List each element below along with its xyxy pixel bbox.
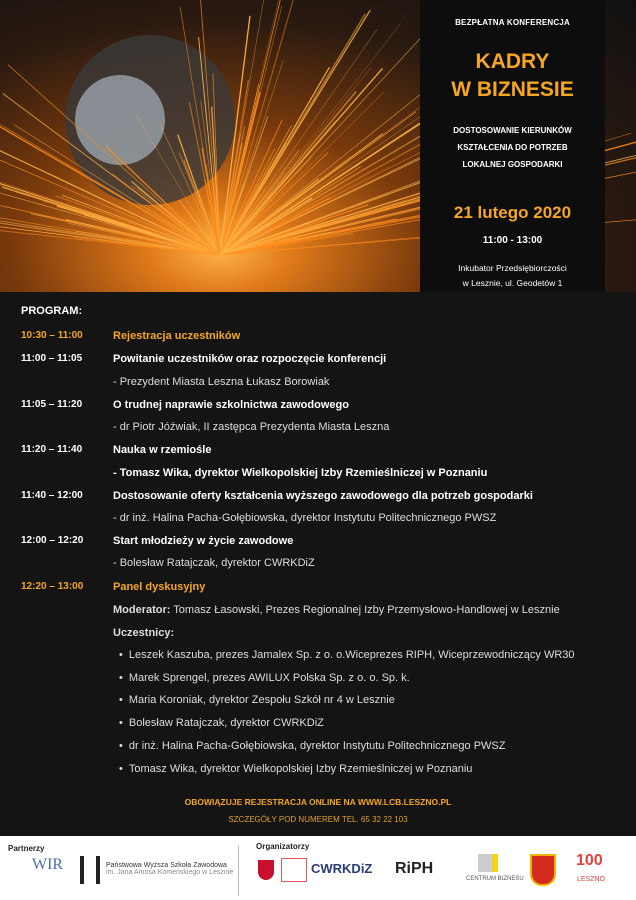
time: 12:20 – 13:00: [21, 581, 84, 592]
subtitle-line-1: DOSTOSOWANIE KIERUNKÓW: [453, 126, 572, 135]
pwsz-line-1: Państwowa Wyższa Szkoła Zawodowa: [106, 862, 227, 869]
divider: [238, 846, 239, 896]
conference-subtitle: [420, 122, 605, 173]
participant-item: [0, 712, 636, 734]
program-row: [0, 416, 636, 438]
partners-label: Partnerzy: [8, 844, 45, 853]
pwsz-logo-icon: [80, 856, 100, 884]
venue-line-1: Inkubator Przedsiębiorczości: [458, 263, 567, 273]
leszno-100-icon: 100: [576, 852, 603, 869]
program-row: [0, 371, 636, 393]
title-line-2: W BIZNESIE: [451, 78, 574, 101]
subtitle-line-3: LOKALNEJ GOSPODARKI: [462, 160, 563, 169]
speaker: - Bolesław Ratajczak, dyrektor CWRKDiZ: [113, 557, 315, 569]
venue-line-2: w Lesznie, ul. Geodetów 1: [462, 278, 563, 288]
participant-item: [0, 644, 636, 666]
time: 11:05 – 11:20: [21, 399, 83, 410]
lcb-logo: CENTRUM BIZNESU: [466, 876, 524, 882]
program-row: [0, 394, 636, 416]
contact-details: SZCZEGÓŁY POD NUMEREM TEL. 65 32 22 103: [228, 815, 408, 824]
participant-item: [0, 689, 636, 711]
conference-date: 21 lutego 2020: [453, 203, 572, 222]
session-title: Rejestracja uczestników: [113, 330, 241, 342]
venue: [420, 261, 605, 291]
participant-item: [0, 735, 636, 757]
conference-info-panel: [420, 0, 605, 292]
pwsz-line-2: im. Jana Amosa Komeńskiego w Lesznie: [106, 869, 234, 876]
participant-item: [0, 758, 636, 780]
participant: • Maria Koroniak, dyrektor Zespołu Szkół nr 4 w Lesznie: [119, 689, 395, 711]
moderator-label: Moderator:: [113, 604, 171, 616]
session-title: Dostosowanie oferty kształcenia wyższego zawodowego dla potrzeb gospodarki: [113, 490, 533, 502]
time: 11:20 – 11:40: [21, 444, 83, 455]
participants-label-row: [0, 622, 636, 644]
session-title: Panel dyskusyjny: [113, 581, 206, 593]
moderator-row: [0, 599, 636, 621]
time: 11:00 – 11:05: [21, 353, 83, 364]
session-title: Nauka w rzemiośle: [113, 444, 212, 456]
program-row: [0, 552, 636, 574]
program-row: [0, 576, 636, 598]
moderator: Tomasz Łasowski, Prezes Regionalnej Izby Przemysłowo-Handlowej w Lesznie: [170, 604, 560, 616]
wir-logo: WIR: [32, 856, 64, 873]
program-row: [0, 507, 636, 529]
wielkopolska-crest-icon: [258, 860, 274, 880]
lcb-logo-icon: [478, 854, 498, 872]
session-title: Powitanie uczestników oraz rozpoczęcie konferencji: [113, 353, 387, 365]
speaker: - Tomasz Wika, dyrektor Wielkopolskiej Izby Rzemieślniczej w Poznaniu: [113, 467, 488, 479]
registration-link[interactable]: OBOWIĄZUJE REJESTRACJA ONLINE NA WWW.LCB.LESZNO.PL: [184, 797, 452, 807]
program-title: PROGRAM:: [21, 305, 83, 317]
participant: • dr inż. Halina Pacha-Gołębiowska, dyrektor Instytutu Politechnicznego PWSZ: [119, 735, 505, 757]
session-title: O trudnej naprawie szkolnictwa zawodowego: [113, 399, 349, 411]
cwrkdiz-logo: CWRKDiZ: [311, 861, 373, 876]
session-title: Start młodzieży w życie zawodowe: [113, 535, 294, 547]
leszno-coat-of-arms-icon: [530, 854, 556, 886]
title-line-1: KADRY: [475, 50, 550, 73]
program-row: [0, 462, 636, 484]
participant: • Tomasz Wika, dyrektor Wielkopolskiej Izby Rzemieślniczej w Poznaniu: [119, 758, 472, 780]
kicker: BEZPŁATNA KONFERENCJA: [455, 18, 570, 27]
program-row: [0, 439, 636, 461]
participants-label: Uczestnicy:: [113, 627, 175, 639]
participant: • Bolesław Ratajczak, dyrektor CWRKDiZ: [119, 712, 324, 734]
conference-hours: 11:00 - 13:00: [482, 235, 543, 246]
program-row: [0, 348, 636, 370]
conference-title: [420, 48, 605, 104]
cwrkdiz-icon: [281, 858, 307, 882]
organizers-label: Organizatorzy: [256, 842, 310, 851]
speaker: - Prezydent Miasta Leszna Łukasz Borowiak: [113, 376, 330, 388]
program-row: [0, 485, 636, 507]
participant: • Marek Sprengel, prezes AWILUX Polska Sp. z o. o. Sp. k.: [119, 667, 410, 689]
program-row: [0, 530, 636, 552]
leszno-logo: LESZNO: [577, 876, 606, 883]
time: 10:30 – 11:00: [21, 330, 83, 341]
pwsz-name: [106, 862, 233, 876]
speaker: - dr Piotr Jóźwiak, II zastępca Prezydenta Miasta Leszna: [113, 421, 390, 433]
grinder-body: [75, 75, 165, 165]
participant-item: [0, 667, 636, 689]
program-row: [0, 325, 636, 347]
logo-strip: [0, 836, 636, 900]
participant: • Leszek Kaszuba, prezes Jamalex Sp. z o. o.Wiceprezes RIPH, Wiceprzewodniczący WR30: [119, 644, 575, 666]
subtitle-line-2: KSZTAŁCENIA DO POTRZEB: [457, 143, 568, 152]
speaker: - dr inż. Halina Pacha-Gołębiowska, dyrektor Instytutu Politechnicznego PWSZ: [113, 512, 497, 524]
time: 12:00 – 12:20: [21, 535, 84, 546]
time: 11:40 – 12:00: [21, 490, 83, 501]
riph-logo: RiPH: [395, 860, 434, 877]
